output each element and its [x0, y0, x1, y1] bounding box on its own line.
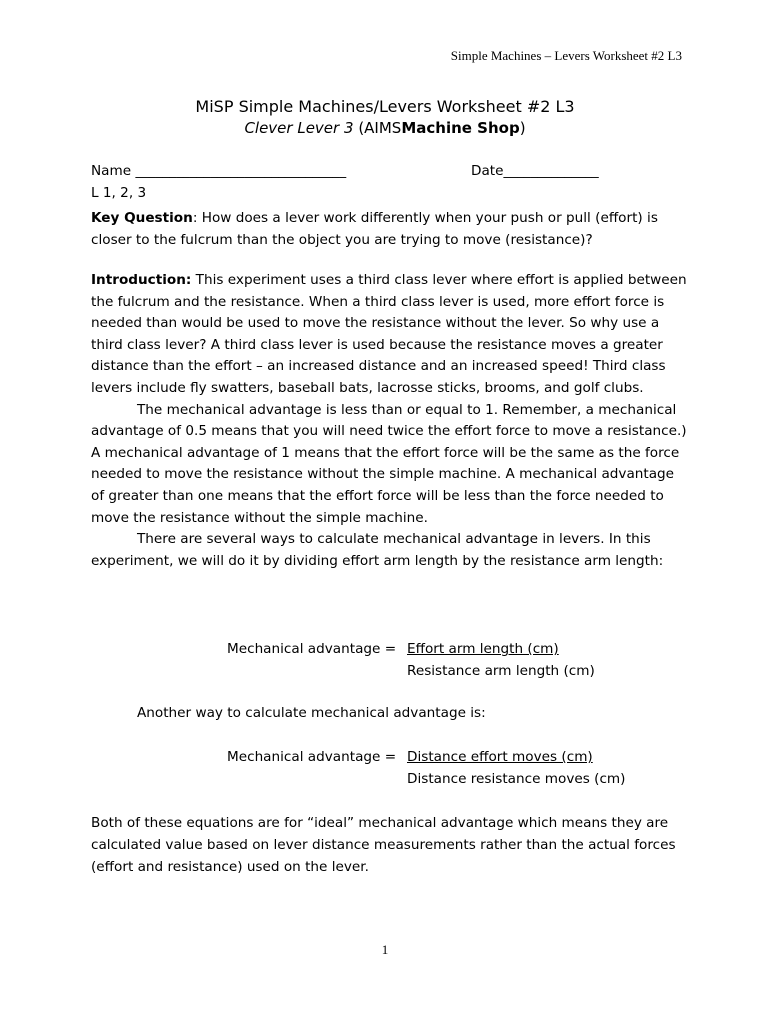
key-question [91, 207, 691, 251]
equation-1-label: Mechanical advantage = [227, 641, 397, 657]
name-label: Name [91, 163, 132, 179]
name-field[interactable] [91, 163, 346, 179]
subtitle-prefix: (AIMS [358, 119, 402, 137]
intro-paragraph-3: There are several ways to calculate mechanical advantage in levers. In this experiment, we will do it by dividing effort arm length by the resistance arm length: [91, 531, 664, 569]
page-subtitle [0, 118, 770, 138]
date-label: Date [471, 163, 504, 179]
intro-p1-text: This experiment uses a third class lever where effort is applied between the fulcrum and the resistance. When a third class lever is used, more effort force is needed than would be used to move the resistance without the lever. So why use a third class lever? A third class lever is used because the resistance moves a greater distance than the effort – an increased distance and an increased speed! Third class levers include fly swatters, baseball bats, lacrosse sticks, brooms, and golf clubs. [91, 272, 687, 396]
name-blank[interactable]: _______________________________ [135, 163, 347, 179]
title-block [0, 96, 770, 138]
intro-paragraph-1 [91, 270, 691, 400]
subtitle-suffix: ) [519, 119, 526, 137]
intro-label: Introduction: [91, 272, 192, 288]
equation-2-numerator: Distance effort moves (cm) [407, 749, 593, 765]
introduction [91, 270, 691, 572]
page-number: 1 [381, 942, 389, 957]
equation-1-denominator: Resistance arm length (cm) [407, 663, 595, 679]
levels-line: L 1, 2, 3 [91, 185, 147, 201]
subtitle-italic: Clever Lever 3 [244, 119, 354, 137]
equation-2-denominator: Distance resistance moves (cm) [407, 771, 626, 787]
subtitle-bold: Machine Shop [401, 119, 520, 137]
running-header: Simple Machines – Levers Worksheet #2 L3 [450, 48, 682, 63]
date-field[interactable] [471, 163, 599, 179]
intro-paragraph-2: The mechanical advantage is less than or equal to 1. Remember, a mechanical advantage of 0.5 means that you will need twice the effort force to move a resistance.) A mechanical advantage of 1 means that the effort force will be the same as the force needed to move the resistance without the simple machine. A mechanical advantage of greater than one means that the effort force will be less than the force needed to move the resistance without the simple machine. [91, 401, 687, 526]
date-blank[interactable]: ______________ [503, 163, 599, 179]
another-way-text: Another way to calculate mechanical advantage is: [137, 705, 486, 721]
equation-2-label: Mechanical advantage = [227, 749, 397, 765]
equation-1-numerator: Effort arm length (cm) [407, 641, 559, 657]
closing-paragraph: Both of these equations are for “ideal” mechanical advantage which means they are calculated value based on lever distance measurements rather than the actual forces (effort and resistance) used on the lever. [91, 815, 676, 875]
key-question-text: : How does a lever work differently when your push or pull (effort) is closer to the fulcrum than the object you are trying to move (resistance)? [91, 210, 658, 248]
page-title: MiSP Simple Machines/Levers Worksheet #2 L3 [195, 97, 575, 116]
key-question-label: Key Question [91, 210, 193, 226]
